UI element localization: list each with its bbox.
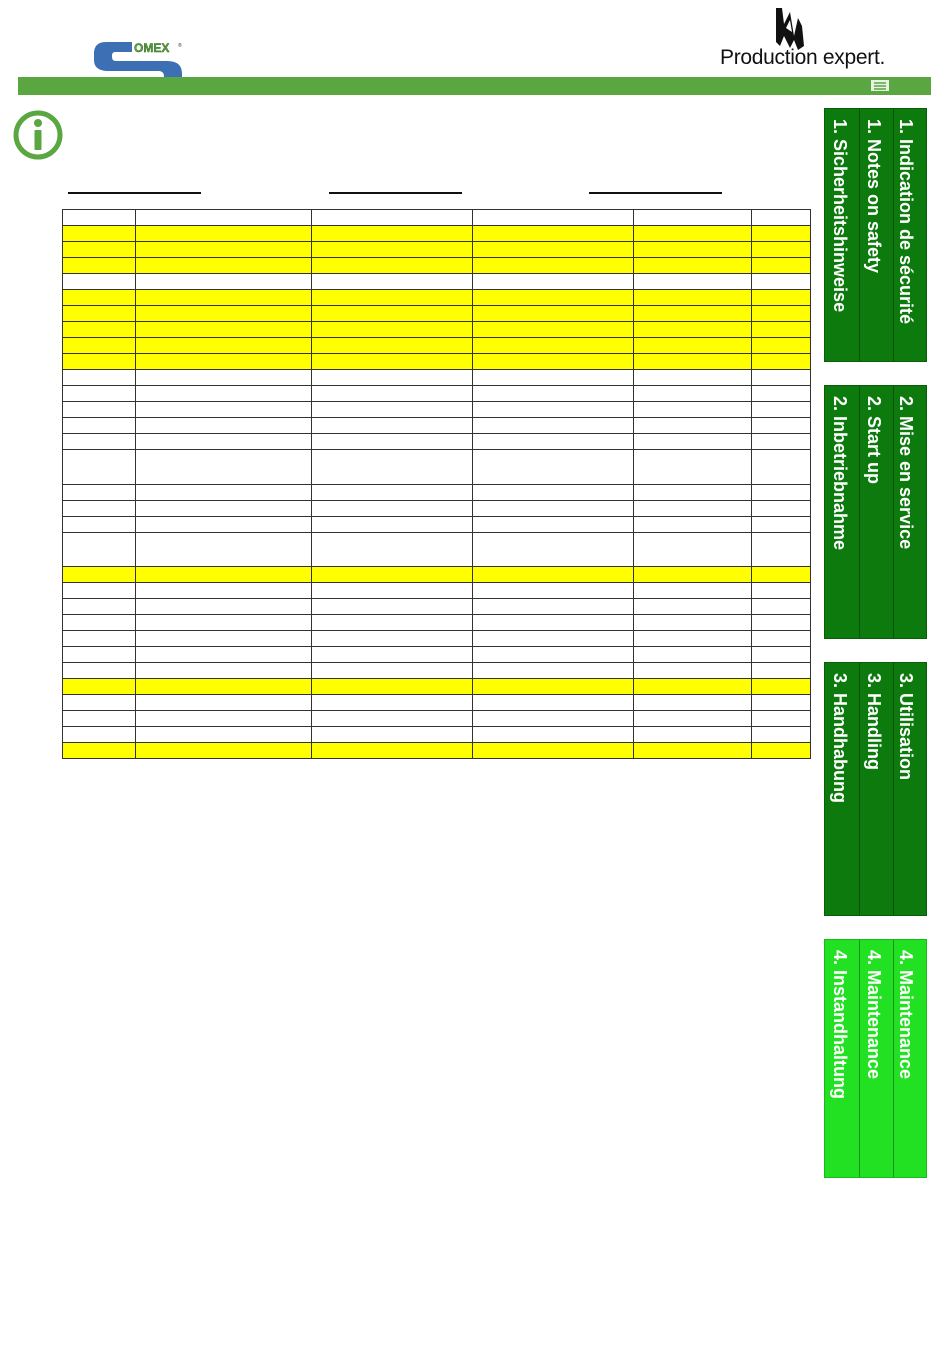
table-cell <box>634 322 752 338</box>
table-row <box>63 647 811 663</box>
table-cell <box>312 242 473 258</box>
table-cell <box>473 450 634 485</box>
table-cell <box>63 533 136 567</box>
table-cell <box>634 743 752 759</box>
table-cell <box>634 290 752 306</box>
table-cell <box>752 258 811 274</box>
table-cell <box>752 485 811 501</box>
table-cell <box>136 647 312 663</box>
table-cell <box>473 226 634 242</box>
table-cell <box>136 434 312 450</box>
tab-start-up-label-en: 2. Start up <box>864 396 884 485</box>
table-cell <box>312 322 473 338</box>
header-underline-1 <box>68 192 201 194</box>
table-cell <box>752 242 811 258</box>
table-cell <box>312 418 473 434</box>
table-cell <box>634 226 752 242</box>
table-cell <box>752 567 811 583</box>
table-cell <box>752 599 811 615</box>
table-cell <box>63 663 136 679</box>
table-cell <box>634 727 752 743</box>
table-cell <box>473 599 634 615</box>
table-cell <box>752 386 811 402</box>
info-icon <box>12 109 64 161</box>
table-cell <box>634 501 752 517</box>
table-cell <box>473 647 634 663</box>
table-cell <box>312 450 473 485</box>
table-cell <box>136 615 312 631</box>
table-cell <box>752 338 811 354</box>
table-cell <box>136 258 312 274</box>
table-row <box>63 290 811 306</box>
table-cell <box>136 599 312 615</box>
table-cell <box>63 615 136 631</box>
table-row <box>63 663 811 679</box>
table-row <box>63 695 811 711</box>
table-cell <box>473 663 634 679</box>
table-cell <box>136 517 312 533</box>
table-cell <box>634 242 752 258</box>
table-cell <box>312 306 473 322</box>
table-cell <box>634 711 752 727</box>
tab-maintenance-label-en: 4. Maintenance <box>864 950 884 1080</box>
table-cell <box>136 418 312 434</box>
table-row <box>63 226 811 242</box>
table-cell <box>473 743 634 759</box>
table-cell <box>63 386 136 402</box>
table-cell <box>63 338 136 354</box>
table-cell <box>63 242 136 258</box>
table-cell <box>63 599 136 615</box>
table-cell <box>63 567 136 583</box>
table-cell <box>312 743 473 759</box>
table-cell <box>63 290 136 306</box>
table-cell <box>634 631 752 647</box>
table-cell <box>136 322 312 338</box>
table-cell <box>473 485 634 501</box>
table-cell <box>312 695 473 711</box>
tab-maintenance-label-fr: 4. Maintenance <box>896 950 916 1080</box>
table-cell <box>473 322 634 338</box>
table-cell <box>473 567 634 583</box>
table-cell <box>63 210 136 226</box>
table-cell <box>752 517 811 533</box>
table-row <box>63 402 811 418</box>
table-cell <box>63 485 136 501</box>
table-cell <box>312 434 473 450</box>
table-cell <box>136 743 312 759</box>
svg-text:®: ® <box>178 43 182 49</box>
table-cell <box>312 663 473 679</box>
table-cell <box>752 322 811 338</box>
tab-safety-label-en: 1. Notes on safety <box>864 119 884 274</box>
table-cell <box>136 226 312 242</box>
table-row <box>63 338 811 354</box>
tab-maintenance-label-de: 4. Instandhaltung <box>830 950 850 1100</box>
table-cell <box>312 354 473 370</box>
table-cell <box>752 663 811 679</box>
table-cell <box>473 727 634 743</box>
table-cell <box>63 501 136 517</box>
table-cell <box>634 258 752 274</box>
brand-tagline: Production expert. <box>720 46 886 69</box>
table-cell <box>63 679 136 695</box>
table-row <box>63 210 811 226</box>
table-cell <box>634 210 752 226</box>
table-cell <box>63 258 136 274</box>
table-cell <box>634 615 752 631</box>
table-cell <box>473 242 634 258</box>
table-cell <box>136 386 312 402</box>
table-row <box>63 322 811 338</box>
tab-handling-label-fr: 3. Utilisation <box>896 673 916 781</box>
table-cell <box>473 631 634 647</box>
table-cell <box>473 615 634 631</box>
table-cell <box>473 306 634 322</box>
table-row <box>63 679 811 695</box>
table-cell <box>136 338 312 354</box>
table-cell <box>312 615 473 631</box>
table-cell <box>136 583 312 599</box>
table-cell <box>63 583 136 599</box>
table-cell <box>752 533 811 567</box>
table-cell <box>473 583 634 599</box>
table-cell <box>312 290 473 306</box>
table-cell <box>752 370 811 386</box>
table-row <box>63 370 811 386</box>
table-cell <box>63 517 136 533</box>
table-row <box>63 450 811 485</box>
table-cell <box>634 533 752 567</box>
table-cell <box>136 727 312 743</box>
table-cell <box>63 370 136 386</box>
table-row <box>63 354 811 370</box>
table-cell <box>312 727 473 743</box>
table-cell <box>752 583 811 599</box>
table-cell <box>312 567 473 583</box>
tab-safety-label-fr: 1. Indication de sécurité <box>896 119 916 325</box>
table-row <box>63 533 811 567</box>
table-cell <box>136 210 312 226</box>
table-cell <box>136 370 312 386</box>
table-cell <box>312 583 473 599</box>
table-cell <box>634 386 752 402</box>
table-cell <box>634 450 752 485</box>
table-cell <box>634 338 752 354</box>
table-cell <box>752 354 811 370</box>
table-cell <box>312 258 473 274</box>
table-cell <box>752 743 811 759</box>
tab-safety-label-de: 1. Sicherheitshinweise <box>830 119 850 313</box>
table-cell <box>473 711 634 727</box>
table-cell <box>136 695 312 711</box>
tab-start-up-label-fr: 2. Mise en service <box>896 396 916 550</box>
table-cell <box>136 501 312 517</box>
table-cell <box>634 402 752 418</box>
table-cell <box>312 533 473 567</box>
table-row <box>63 583 811 599</box>
table-cell <box>634 434 752 450</box>
table-row <box>63 485 811 501</box>
table-cell <box>473 338 634 354</box>
table-cell <box>312 647 473 663</box>
table-cell <box>63 631 136 647</box>
table-cell <box>473 370 634 386</box>
table-cell <box>752 434 811 450</box>
tab-handling-label-en: 3. Handling <box>864 673 884 771</box>
table-row <box>63 242 811 258</box>
table-row <box>63 274 811 290</box>
table-cell <box>634 306 752 322</box>
table-cell <box>634 583 752 599</box>
table-cell <box>473 679 634 695</box>
table-row <box>63 386 811 402</box>
table-cell <box>136 306 312 322</box>
small-logo-icon <box>871 79 889 92</box>
table-cell <box>312 631 473 647</box>
header-bar <box>18 77 931 95</box>
table-row <box>63 306 811 322</box>
table-cell <box>752 679 811 695</box>
table-cell <box>634 354 752 370</box>
table-cell <box>312 386 473 402</box>
tab-start-up[interactable] <box>824 385 927 639</box>
table-cell <box>473 418 634 434</box>
table-row <box>63 599 811 615</box>
table-cell <box>473 402 634 418</box>
table-cell <box>752 711 811 727</box>
table-row <box>63 615 811 631</box>
table-cell <box>752 631 811 647</box>
table-row <box>63 631 811 647</box>
table-cell <box>473 434 634 450</box>
tab-start-up-label-de: 2. Inbetriebnahme <box>830 396 850 551</box>
table-cell <box>312 210 473 226</box>
table-cell <box>312 599 473 615</box>
table-cell <box>136 485 312 501</box>
table-cell <box>473 501 634 517</box>
table-cell <box>634 663 752 679</box>
tab-handling[interactable] <box>824 662 927 916</box>
data-table <box>62 209 811 759</box>
table-cell <box>136 354 312 370</box>
table-cell <box>473 695 634 711</box>
table-cell <box>752 290 811 306</box>
table-row <box>63 434 811 450</box>
table-cell <box>634 517 752 533</box>
table-cell <box>634 485 752 501</box>
table-cell <box>63 727 136 743</box>
table-cell <box>312 501 473 517</box>
table-cell <box>136 402 312 418</box>
table-row <box>63 743 811 759</box>
table-cell <box>136 567 312 583</box>
table-cell <box>63 647 136 663</box>
table-cell <box>752 727 811 743</box>
header-underline-2 <box>329 192 462 194</box>
table-cell <box>136 290 312 306</box>
table-cell <box>63 695 136 711</box>
table-cell <box>473 274 634 290</box>
table-row <box>63 567 811 583</box>
table-cell <box>752 210 811 226</box>
table-cell <box>752 274 811 290</box>
table-cell <box>312 679 473 695</box>
table-cell <box>473 290 634 306</box>
table-cell <box>634 274 752 290</box>
table-cell <box>312 338 473 354</box>
table-cell <box>752 647 811 663</box>
table-cell <box>63 354 136 370</box>
table-cell <box>752 450 811 485</box>
table-cell <box>473 517 634 533</box>
table-row <box>63 258 811 274</box>
table-cell <box>634 370 752 386</box>
table-cell <box>752 402 811 418</box>
table-cell <box>473 210 634 226</box>
table-cell <box>312 274 473 290</box>
tab-safety[interactable] <box>824 108 927 362</box>
table-cell <box>634 679 752 695</box>
table-cell <box>63 322 136 338</box>
table-cell <box>752 418 811 434</box>
table-cell <box>634 599 752 615</box>
table-cell <box>136 450 312 485</box>
table-cell <box>136 663 312 679</box>
table-cell <box>136 679 312 695</box>
table-cell <box>63 450 136 485</box>
table-cell <box>312 370 473 386</box>
table-cell <box>63 711 136 727</box>
table-cell <box>136 631 312 647</box>
table-cell <box>136 533 312 567</box>
table-cell <box>63 434 136 450</box>
table-cell <box>63 418 136 434</box>
table-cell <box>136 274 312 290</box>
table-cell <box>752 695 811 711</box>
table-row <box>63 727 811 743</box>
table-cell <box>63 306 136 322</box>
table-cell <box>63 226 136 242</box>
tab-handling-label-de: 3. Handhabung <box>830 673 850 803</box>
table-row <box>63 711 811 727</box>
table-cell <box>473 354 634 370</box>
table-cell <box>312 517 473 533</box>
table-cell <box>752 226 811 242</box>
table-cell <box>473 258 634 274</box>
table-cell <box>634 418 752 434</box>
table-cell <box>63 274 136 290</box>
table-cell <box>136 242 312 258</box>
tab-maintenance[interactable] <box>824 939 927 1178</box>
table-cell <box>63 402 136 418</box>
table-cell <box>473 386 634 402</box>
table-row <box>63 501 811 517</box>
table-cell <box>752 306 811 322</box>
table-row <box>63 517 811 533</box>
table-cell <box>752 615 811 631</box>
header-underline-3 <box>589 192 722 194</box>
table-cell <box>312 226 473 242</box>
table-cell <box>752 501 811 517</box>
table-cell <box>634 695 752 711</box>
table-cell <box>312 402 473 418</box>
table-row <box>63 418 811 434</box>
table-cell <box>473 533 634 567</box>
table-cell <box>634 567 752 583</box>
table-cell <box>312 485 473 501</box>
table-cell <box>136 711 312 727</box>
table-cell <box>63 743 136 759</box>
table-cell <box>634 647 752 663</box>
logo-text: OMEX <box>134 41 170 55</box>
table-cell <box>312 711 473 727</box>
